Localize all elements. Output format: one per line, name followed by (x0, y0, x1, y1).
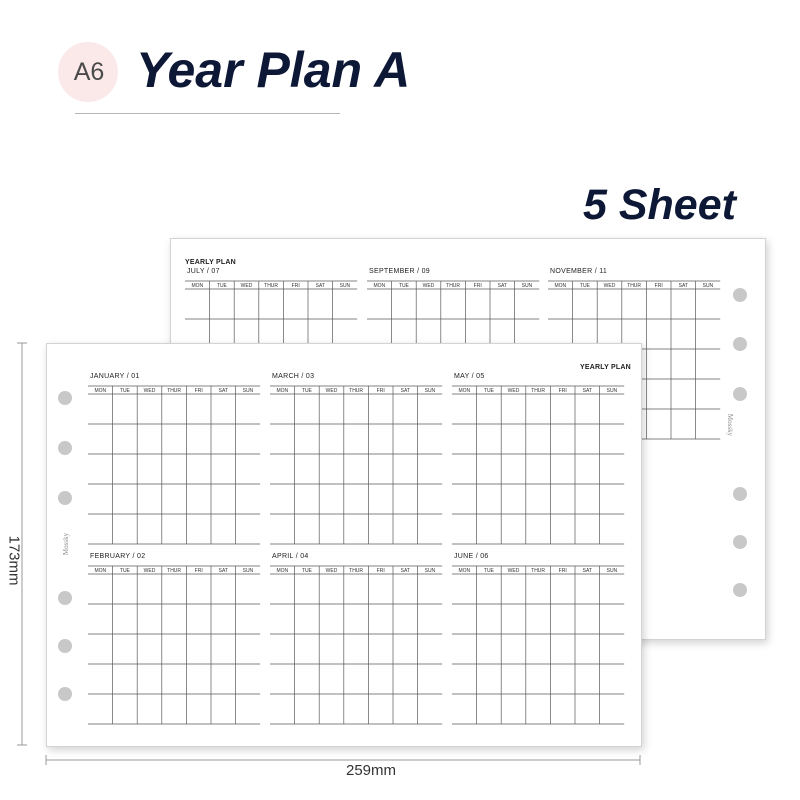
punch-hole (58, 687, 72, 701)
day-header: WED (507, 567, 520, 574)
day-header: WED (507, 387, 520, 394)
day-header: SUN (521, 282, 533, 289)
day-header: WED (422, 282, 435, 289)
punch-hole (733, 583, 747, 597)
day-header: WED (603, 282, 616, 289)
day-header: FRI (291, 282, 300, 289)
day-header: SUN (242, 567, 254, 574)
height-dimension-label: 173mm (5, 535, 23, 586)
month-label: APRIL / 04 (272, 553, 309, 560)
day-header: SAT (400, 567, 410, 574)
day-header: MON (94, 567, 107, 574)
day-header: SUN (702, 282, 714, 289)
month-label: JULY / 07 (187, 268, 220, 275)
day-header: MON (373, 282, 386, 289)
day-header: WED (325, 567, 338, 574)
punch-hole (733, 535, 747, 549)
day-header: SAT (678, 282, 688, 289)
day-header: TUE (301, 387, 312, 394)
punch-hole (58, 441, 72, 455)
day-header: TUE (483, 567, 494, 574)
day-header: TUE (119, 567, 130, 574)
size-badge: A6 (73, 58, 105, 86)
front-planner-sheet (46, 343, 642, 747)
day-header: TUE (483, 387, 494, 394)
day-header: SUN (339, 282, 351, 289)
day-header: THUR (167, 567, 182, 574)
day-header: FRI (558, 567, 567, 574)
yearly-plan-heading: YEARLY PLAN (185, 259, 236, 266)
day-header: SAT (218, 567, 228, 574)
day-header: MON (191, 282, 204, 289)
day-header: SUN (606, 567, 618, 574)
punch-hole (58, 639, 72, 653)
day-header: TUE (216, 282, 227, 289)
punch-hole (58, 491, 72, 505)
day-header: FRI (194, 387, 203, 394)
day-header: WED (143, 567, 156, 574)
day-header: THUR (264, 282, 279, 289)
month-label: SEPTEMBER / 09 (369, 268, 430, 275)
day-header: THUR (167, 387, 182, 394)
day-header: THUR (349, 567, 364, 574)
day-header: SUN (606, 387, 618, 394)
month-label: MAY / 05 (454, 373, 485, 380)
day-header: SAT (497, 282, 507, 289)
day-header: WED (143, 387, 156, 394)
day-header: THUR (349, 387, 364, 394)
day-header: MON (554, 282, 567, 289)
day-header: SUN (424, 567, 436, 574)
day-header: TUE (398, 282, 409, 289)
day-header: WED (325, 387, 338, 394)
yearly-plan-heading: YEARLY PLAN (580, 364, 631, 371)
day-header: FRI (376, 567, 385, 574)
day-header: WED (240, 282, 253, 289)
month-label: JANUARY / 01 (90, 373, 140, 380)
month-label: FEBRUARY / 02 (90, 553, 146, 560)
day-header: THUR (446, 282, 461, 289)
month-label: JUNE / 06 (454, 553, 489, 560)
day-header: MON (94, 387, 107, 394)
month-label: NOVEMBER / 11 (550, 268, 608, 275)
day-header: SAT (400, 387, 410, 394)
day-header: FRI (376, 387, 385, 394)
month-label: MARCH / 03 (272, 373, 315, 380)
punch-hole (58, 591, 72, 605)
day-header: THUR (531, 387, 546, 394)
sheet-count-label: 5 Sheet (583, 181, 736, 229)
punch-hole (733, 288, 747, 302)
day-header: MON (276, 387, 289, 394)
day-header: FRI (654, 282, 663, 289)
punch-hole (733, 387, 747, 401)
day-header: MON (276, 567, 289, 574)
punch-hole (58, 391, 72, 405)
day-header: TUE (119, 387, 130, 394)
page-title: Year Plan A (136, 42, 411, 98)
day-header: SAT (582, 387, 592, 394)
day-header: SAT (582, 567, 592, 574)
front-sheet-grid (47, 344, 641, 746)
punch-hole (733, 487, 747, 501)
day-header: SUN (242, 387, 254, 394)
day-header: FRI (473, 282, 482, 289)
day-header: SAT (315, 282, 325, 289)
day-header: TUE (301, 567, 312, 574)
brand-mark: Mossky (726, 413, 735, 437)
day-header: FRI (558, 387, 567, 394)
punch-hole (733, 337, 747, 351)
day-header: SAT (218, 387, 228, 394)
day-header: MON (458, 387, 471, 394)
day-header: THUR (627, 282, 642, 289)
day-header: SUN (424, 387, 436, 394)
day-header: MON (458, 567, 471, 574)
day-header: THUR (531, 567, 546, 574)
width-dimension-label: 259mm (345, 762, 397, 779)
day-header: TUE (579, 282, 590, 289)
brand-mark: Mossky (62, 532, 71, 556)
day-header: FRI (194, 567, 203, 574)
